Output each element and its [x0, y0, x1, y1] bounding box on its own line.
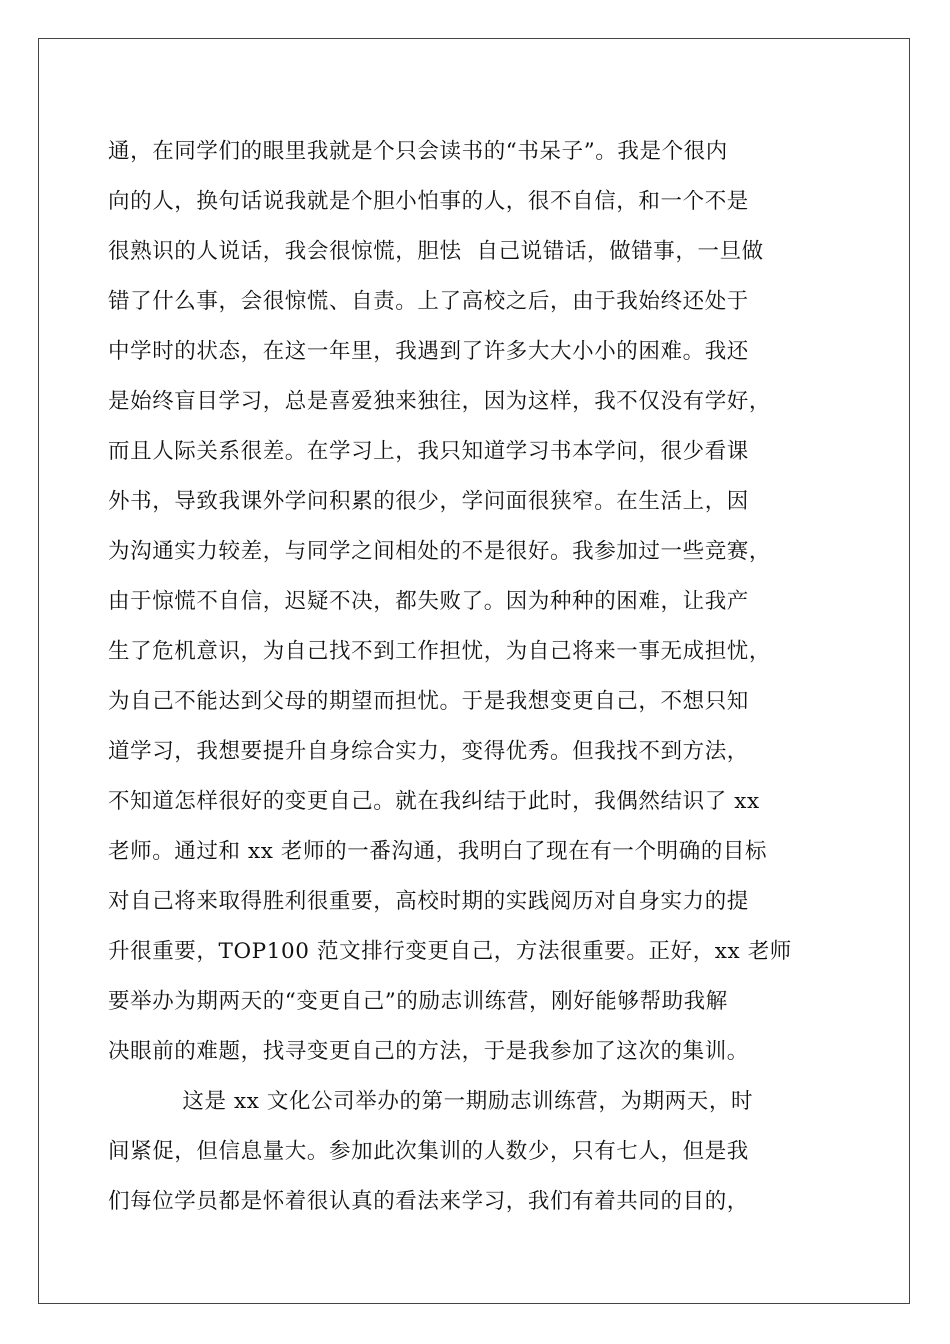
text-line: 们每位学员都是怀着很认真的看法来学习，我们有着共同的目的， — [108, 1189, 749, 1214]
text-line: 为自己不能达到父母的期望而担忧。于是我想变更自己，不想只知 — [108, 689, 749, 714]
text-line: 要举办为期两天的“变更自己”的励志训练营，刚好能够帮助我解 — [108, 989, 728, 1014]
text-line: 这是 xx 文化公司举办的第一期励志训练营，为期两天，时 — [108, 1089, 754, 1114]
text-line: 中学时的状态，在这一年里，我遇到了许多大大小小的困难。我还 — [108, 339, 749, 364]
text-line: 不知道怎样很好的变更自己。就在我纠结于此时，我偶然结识了 xx — [108, 789, 760, 814]
text-line: 外书，导致我课外学问积累的很少，学问面很狭窄。在生活上，因 — [108, 489, 749, 514]
text-line: 为沟通实力较差，与同学之间相处的不是很好。我参加过一些竞赛， — [108, 539, 772, 564]
text-line: 是始终盲目学习，总是喜爱独来独往，因为这样，我不仅没有学好， — [108, 389, 772, 414]
text-line: 对自己将来取得胜利很重要，高校时期的实践阅历对自身实力的提 — [108, 889, 749, 914]
text-line: 升很重要，TOP100 范文排行变更自己，方法很重要。正好，xx 老师 — [108, 939, 792, 964]
text-line: 错了什么事，会很惊慌、自责。上了高校之后，由于我始终还处于 — [108, 289, 749, 314]
text-line: 道学习，我想要提升自身综合实力，变得优秀。但我找不到方法， — [108, 739, 749, 764]
text-line: 生了危机意识，为自己找不到工作担忧，为自己将来一事无成担忧， — [108, 639, 772, 664]
text-line: 向的人，换句话说我就是个胆小怕事的人，很不自信，和一个不是 — [108, 189, 749, 214]
text-line: 老师。通过和 xx 老师的一番沟通，我明白了现在有一个明确的目标 — [108, 839, 768, 864]
text-line: 通，在同学们的眼里我就是个只会读书的“书呆子”。我是个很内 — [108, 139, 728, 164]
text-line: 由于惊慌不自信，迟疑不决，都失败了。因为种种的困难，让我产 — [108, 589, 749, 614]
text-line: 决眼前的难题，找寻变更自己的方法，于是我参加了这次的集训。 — [108, 1039, 749, 1064]
text-line: 很熟识的人说话，我会很惊慌，胆怯 自己说错话，做错事，一旦做 — [108, 239, 764, 264]
text-line: 间紧促，但信息量大。参加此次集训的人数少，只有七人，但是我 — [108, 1139, 749, 1164]
text-line: 而且人际关系很差。在学习上，我只知道学习书本学问，很少看课 — [108, 439, 749, 464]
